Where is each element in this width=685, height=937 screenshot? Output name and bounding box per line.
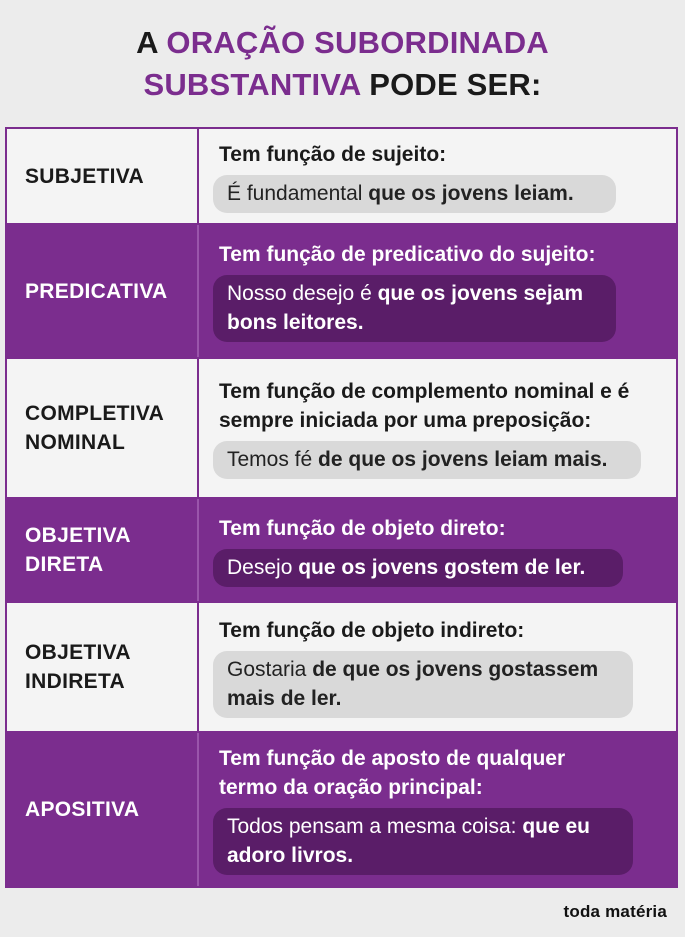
brand-logo: toda matéria <box>563 902 667 921</box>
example-bold: que eu adoro livros. <box>227 815 590 867</box>
row-content <box>199 733 676 886</box>
page-title <box>0 22 685 106</box>
example-bubble <box>213 549 623 587</box>
row-function: Tem função de objeto indireto: <box>219 619 525 642</box>
row-label: APOSITIVA <box>7 733 199 886</box>
table-row <box>7 223 676 357</box>
table-row <box>7 601 676 731</box>
row-label: OBJETIVA INDIRETA <box>7 603 199 731</box>
example-bold: de que os jovens gostassem mais de ler. <box>227 658 599 710</box>
example-bubble <box>213 808 633 875</box>
table-row <box>7 129 676 223</box>
example-bubble <box>213 175 616 213</box>
example-bubble <box>213 651 633 718</box>
table-row <box>7 497 676 601</box>
example-bold: que os jovens gostem de ler. <box>298 555 586 579</box>
table-row <box>7 357 676 497</box>
row-content <box>199 603 676 731</box>
example-bubble <box>213 275 616 342</box>
example-plain: Temos fé <box>227 448 319 471</box>
row-content <box>199 129 676 223</box>
example-plain: É fundamental <box>227 181 369 205</box>
example-bubble <box>213 441 641 479</box>
title-prefix: A <box>136 25 167 60</box>
example-plain: Nosso desejo é <box>227 282 378 305</box>
row-label: OBJETIVA DIRETA <box>7 499 199 601</box>
row-function: Tem função de predicativo do sujeito: <box>219 243 596 266</box>
example-bold: que os jovens leiam. <box>368 181 574 205</box>
title-highlight-1: ORAÇÃO SUBORDINADA <box>166 25 549 60</box>
example-bold: que os jovens sejam bons leitores. <box>227 282 584 334</box>
title-suffix: PODE SER: <box>360 67 542 102</box>
classification-table <box>5 127 678 888</box>
table-row <box>7 731 676 886</box>
title-highlight-2: SUBSTANTIVA <box>143 67 361 102</box>
row-function: Tem função de sujeito: <box>219 142 447 166</box>
row-function: Tem função de objeto direto: <box>219 516 506 540</box>
row-function: Tem função de aposto de qualquer termo da oração principal: <box>219 747 566 799</box>
row-label: COMPLETIVA NOMINAL <box>7 359 199 497</box>
example-bold: de que os jovens leiam mais. <box>318 448 608 471</box>
row-content <box>199 359 676 497</box>
row-content <box>199 225 676 357</box>
row-label: SUBJETIVA <box>7 129 199 223</box>
example-plain: Todos pensam a mesma coisa: <box>227 815 523 838</box>
row-function: Tem função de complemento nominal e é sempre iniciada por uma preposição: <box>219 380 630 432</box>
row-content <box>199 499 676 601</box>
row-label: PREDICATIVA <box>7 225 199 357</box>
example-plain: Desejo <box>227 555 299 579</box>
example-plain: Gostaria <box>227 658 313 681</box>
